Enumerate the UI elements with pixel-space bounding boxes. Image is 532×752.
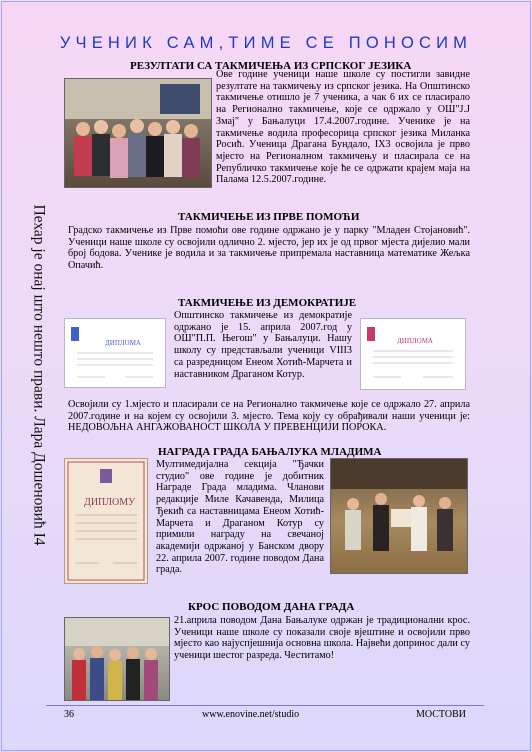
section1-heading: РЕЗУЛТАТИ СА ТАКМИЧЕЊА ИЗ СРПСКОГ ЈЕЗИКА — [130, 60, 412, 72]
section3-text-bottom: Освојили су 1.мјесто и пласирали се на Регионално такмичење које се одржало 27. априла 2007.године и на којем су освојили 3. мјесто. Тема коју су обрађивали наши ученици је: НЕДОВОЉНА АНГАЖОВАНОСТ ШКОЛА У ПРЕВЕНЦИЈИ ПОРОКА. — [68, 399, 470, 434]
cross-run-students-photo — [64, 617, 170, 701]
democracy-certificate-left — [64, 318, 166, 388]
footer-url[interactable]: www.enovine.net/studio — [202, 709, 300, 720]
footer-divider — [46, 705, 484, 706]
section5-heading: КРОС ПОВОДОМ ДАНА ГРАДА — [188, 601, 355, 613]
section2-text: Градско такмичење из Прве помоћи ове године одржано је у парку "Младен Стојановић". Ученици наше школе су освојили одлично 2. мјесто, јер их је од првог мјеста дијелио мали број бодова. Ученике је водила и за такмичење припремала наставница математике Жељка Опачић. — [68, 225, 470, 272]
magazine-name: МОСТОВИ — [416, 709, 466, 720]
section1-text: Ове године ученици наше школе су постигли завидне резултате на такмичењу из српског језика. На Општинско такмичење отишло је 7 ученика, а чак 6 их се пласирало на Регионално такмичење, које се одржало у ОШ"Ј.Ј Змај" у Бањалуци 17.4.2007.године. Ученике је на такмичење водила професорица српског језика Миланка Росић. Ученица Драгана Бундало, IX3 освојила је прво мјесто на Регионалном такмичењу и пласирала се на Републичко такмичење које ће се одржати крајем маја на Палама 12.5.2007.године. — [216, 69, 470, 186]
section3-text-middle: Општинско такмичење из демократије одржано је 15. априла 2007.год у ОШ"П.П. Његош" у Бањалуци. Нашу школу су представљали ученици VIII3 са разредницом Енеом Хотић-Марчета и наставником Драганом Котур. — [174, 310, 352, 380]
section4-text: Мултимедијална секција "Ђачки студио" ове године је добитник Награде Града младима. Чланови редакције Миле Качавенда, Милица Ђекић са наставницама Енеом Хотић-Марчета и Драганом Котур су примили награду на свечаној академији одржаној у Банском двору 22. априла 2007. године поводом Дана града. — [156, 459, 324, 576]
section5-text: 21.априла поводом Дана Бањалуке одржан је традиционални крос. Ученици наше школе су показали своје вјештине и освојили прво мјесто као најуспјешнија основна школа. Највећи допринос дали су ученици шестог разреда. Честитамо! — [174, 615, 470, 662]
section4-heading: НАГРАДА ГРАДА БАЊАЛУКА МЛАДИМА — [158, 446, 382, 458]
section2-heading: ТАКМИЧЕЊЕ ИЗ ПРВЕ ПОМОЋИ — [178, 211, 360, 223]
democracy-certificate-right — [360, 318, 466, 390]
page-title: УЧЕНИК САМ,ТИМЕ СЕ ПОНОСИМ — [59, 34, 473, 52]
section3-heading: ТАКМИЧЕЊЕ ИЗ ДЕМОКРАТИЈЕ — [178, 297, 357, 309]
sidebar-quote-text: Пехар је онај што нешто прави. Лара Дошеновић I4 — [31, 204, 49, 546]
certificate-title: ДИПЛОМУ — [84, 497, 136, 508]
section1-text-right — [216, 69, 470, 186]
certificate-title: ДИПЛОМА — [105, 339, 141, 347]
competition-group-photo — [64, 78, 212, 188]
award-ceremony-photo — [330, 458, 468, 574]
city-award-certificate — [64, 458, 148, 584]
sidebar-quote — [27, 204, 51, 546]
certificate-title: ДИПЛОМА — [397, 337, 433, 345]
page-number: 36 — [64, 709, 74, 720]
